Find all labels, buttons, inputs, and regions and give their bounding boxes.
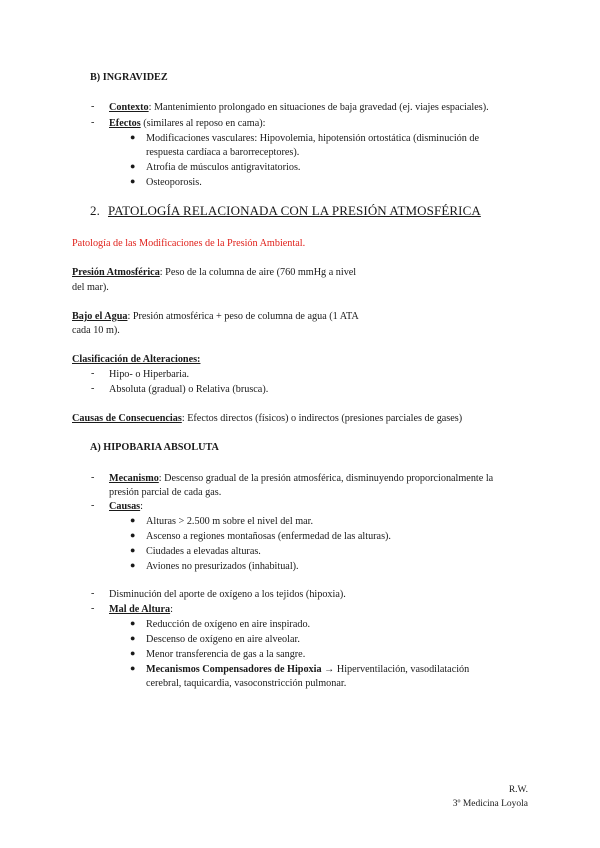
compensadores-line2: cerebral, taquicardia, vasoconstricción pulmonar. <box>146 678 347 689</box>
causas-item <box>109 500 143 514</box>
bajo-agua-label: Bajo el Agua <box>72 311 128 322</box>
causa-item: Alturas > 2.500 m sobre el nivel del mar. <box>146 516 314 527</box>
presion-atm-line2: del mar). <box>72 282 109 293</box>
bullet-icon: ● <box>130 132 136 142</box>
bullet-icon: ● <box>130 515 136 525</box>
bullet-icon: ● <box>130 648 136 658</box>
causa-item: Ciudades a elevadas alturas. <box>146 546 261 557</box>
list-dash: - <box>91 603 95 614</box>
mal-altura-subitem: Reducción de oxígeno en aire inspirado. <box>146 619 311 630</box>
mecanismo-text: : Descenso gradual de la presión atmosférica, disminuyendo proporcionalmente la <box>158 473 494 484</box>
section-2-subtitle: Patología de las Modificaciones de la Presión Ambiental. <box>72 238 306 249</box>
bullet-icon: ● <box>130 530 136 540</box>
effect-item: Atrofia de músculos antigravitatorios. <box>146 162 301 173</box>
compensadores-text: Hiperventilación, vasodilatación <box>334 664 470 675</box>
contexto-text: : Mantenimiento prolongado en situaciones de baja gravedad (ej. viajes espaciales). <box>148 102 489 113</box>
presion-atm-line1 <box>72 266 356 280</box>
section-2-number: 2. <box>90 203 100 218</box>
disminucion-item: Disminución del aporte de oxígeno a los tejidos (hipoxia). <box>109 589 346 600</box>
causas-consecuencias <box>72 412 462 426</box>
bajo-agua-line2: cada 10 m). <box>72 325 120 336</box>
bullet-icon: ● <box>130 633 136 643</box>
compensadores-label: Mecanismos Compensadores de Hipoxia <box>146 664 322 675</box>
effect-item: Osteoporosis. <box>146 177 202 188</box>
causa-item: Ascenso a regiones montañosas (enfermedad de las alturas). <box>146 531 391 542</box>
bullet-icon: ● <box>130 161 136 171</box>
mecanismo-line1 <box>109 472 493 486</box>
mal-altura-label: Mal de Altura <box>109 604 171 615</box>
causas-label: Causas <box>109 501 141 512</box>
bullet-icon: ● <box>130 545 136 555</box>
causa-item: Aviones no presurizados (inhabitual). <box>146 561 299 572</box>
bajo-agua-line1 <box>72 310 359 324</box>
efectos-item <box>109 117 265 131</box>
arrow-right-icon: → <box>324 664 335 675</box>
clasificacion-item: Hipo- o Hiperbaria. <box>109 369 190 380</box>
mal-altura-subitem: Menor transferencia de gas a la sangre. <box>146 649 306 660</box>
clasificacion-item: Absoluta (gradual) o Relativa (brusca). <box>109 384 269 395</box>
presion-atm-label: Presión Atmosférica <box>72 267 160 278</box>
bullet-icon: ● <box>130 176 136 186</box>
list-dash: - <box>91 472 95 483</box>
efectos-label: Efectos <box>109 118 141 129</box>
causas-consecuencias-label: Causas de Consecuencias <box>72 413 182 424</box>
mal-altura-item <box>109 603 173 617</box>
section-a-heading: A) HIPOBARIA ABSOLUTA <box>90 442 219 453</box>
list-dash: - <box>91 383 95 394</box>
efectos-text: (similares al reposo en cama): <box>140 118 266 129</box>
mal-altura-subitem: Descenso de oxígeno en aire alveolar. <box>146 634 300 645</box>
effect-item: Modificaciones vasculares: Hipovolemia, hipotensión ortostática (disminución de <box>146 133 479 144</box>
compensadores-line1 <box>146 663 469 677</box>
causas-consecuencias-text: : Efectos directos (físicos) o indirectos (presiones parciales de gases) <box>181 413 463 424</box>
clasificacion-label: Clasificación de Alteraciones: <box>72 354 201 365</box>
footer-course: 3º Medicina Loyola <box>452 799 528 809</box>
section-2-title: PATOLOGÍA RELACIONADA CON LA PRESIÓN ATMOSFÉRICA <box>108 203 481 218</box>
mecanismo-label: Mecanismo <box>109 473 159 484</box>
mecanismo-line2: presión parcial de cada gas. <box>109 487 222 498</box>
effect-item-cont: respuesta cardíaca a barorreceptores). <box>146 147 300 158</box>
bullet-icon: ● <box>130 663 136 673</box>
list-dash: - <box>91 500 95 511</box>
causas-colon: : <box>140 501 143 512</box>
list-dash: - <box>91 117 95 128</box>
list-dash: - <box>91 368 95 379</box>
bullet-icon: ● <box>130 560 136 570</box>
section-b-heading: B) INGRAVIDEZ <box>90 72 168 83</box>
list-dash: - <box>91 101 95 112</box>
bullet-icon: ● <box>130 618 136 628</box>
bajo-agua-text: : Presión atmosférica + peso de columna de agua (1 ATA <box>127 311 359 322</box>
contexto-item <box>109 101 489 115</box>
presion-atm-text: : Peso de la columna de aire (760 mmHg a nivel <box>159 267 357 278</box>
list-dash: - <box>91 588 95 599</box>
contexto-label: Contexto <box>109 102 149 113</box>
footer-author: R.W. <box>508 785 528 795</box>
mal-altura-colon: : <box>170 604 173 615</box>
